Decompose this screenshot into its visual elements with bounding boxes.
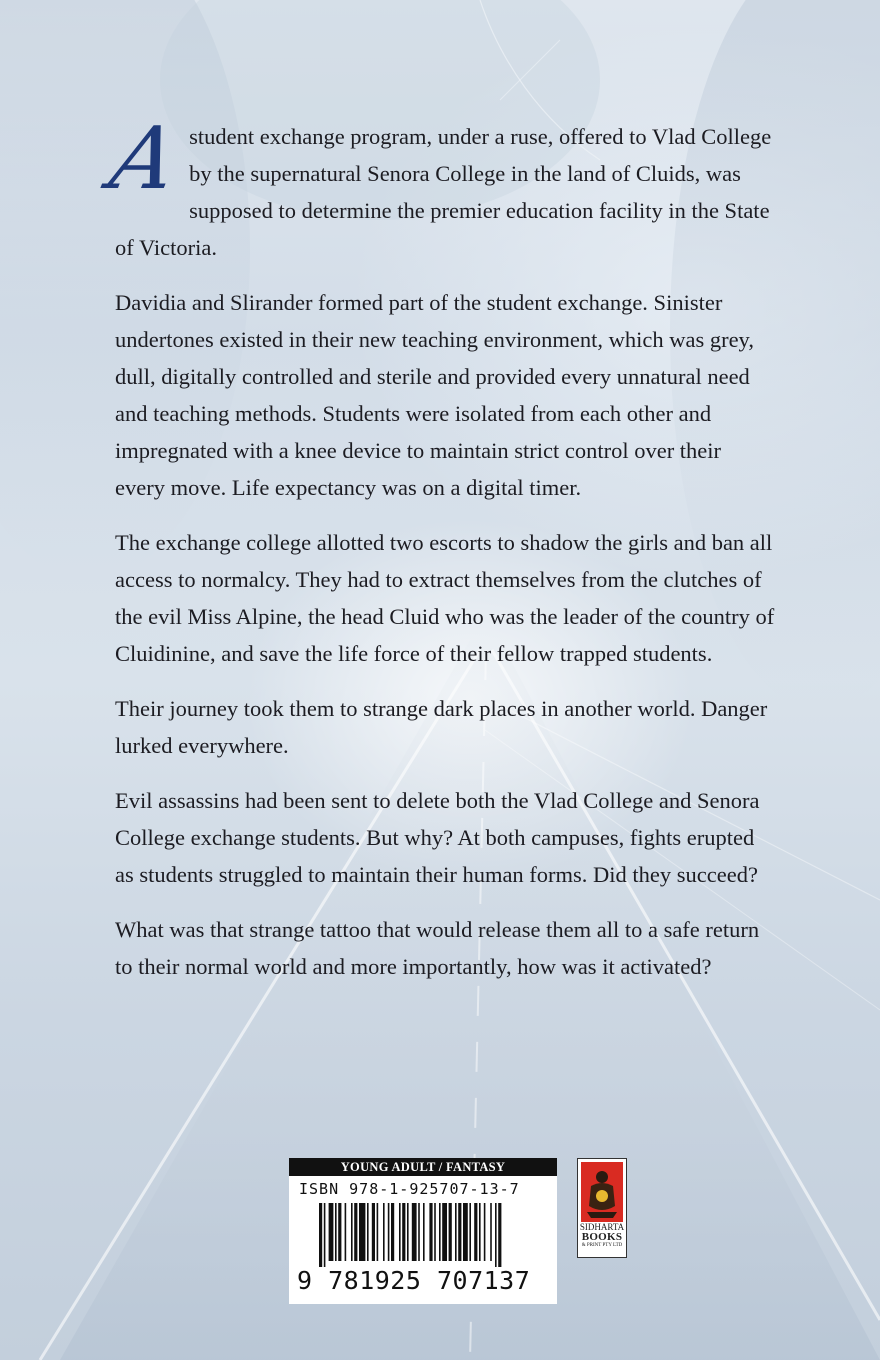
drop-cap-letter: A [102,109,186,209]
publisher-name-line2: BOOKS [581,1231,623,1243]
genre-label: YOUNG ADULT / FANTASY [289,1158,557,1176]
publisher-emblem-icon [581,1162,623,1222]
blurb-paragraph-1: Astudent exchange program, under a ruse, offered to Vlad College by the supernatural Senora College in the land of Cluids, was supposed to determine the premier education facility in the State of Victoria. [102,109,772,260]
blurb-paragraph-5: Evil assassins had been sent to delete both the Vlad College and Senora College exchange students. But why? At both campuses, fights erupted as students struggled to maintain their human forms. Did they succeed? [115,788,760,887]
barcode-bars [297,1203,549,1267]
publisher-name [578,1222,626,1249]
blurb-text [102,109,775,1003]
publisher-logo [577,1158,627,1258]
barcode-panel [289,1158,557,1304]
publisher-name-line3: & PRINT PTY LTD [581,1243,623,1248]
blurb-paragraph-2: Davidia and Slirander formed part of the student exchange. Sinister undertones existed in their new teaching environment, which was grey, dull, digitally controlled and sterile and provided every unnatural need and teaching methods. Students were isolated from each other and impregnated with a knee device to maintain strict control over their every move. Life expectancy was on a digital timer. [115,290,754,500]
blurb-paragraph-3: The exchange college allotted two escorts to shadow the girls and ban all access to normalcy. They had to extract themselves from the clutches of the evil Miss Alpine, the head Cluid who was the leader of the country of Cluidinine, and save the life force of their fellow trapped students. [115,530,775,666]
publisher-name-line1: SIDHARTA [579,1222,625,1232]
barcode-number: 9 781925 707137 [297,1266,531,1295]
isbn-label: ISBN 978-1-925707-13-7 [299,1180,520,1198]
blurb-paragraph-6: What was that strange tattoo that would release them all to a safe return to their normal world and more importantly, how was it activated? [115,917,760,979]
blurb-paragraph-4: Their journey took them to strange dark places in another world. Danger lurked everywhere. [115,696,768,758]
